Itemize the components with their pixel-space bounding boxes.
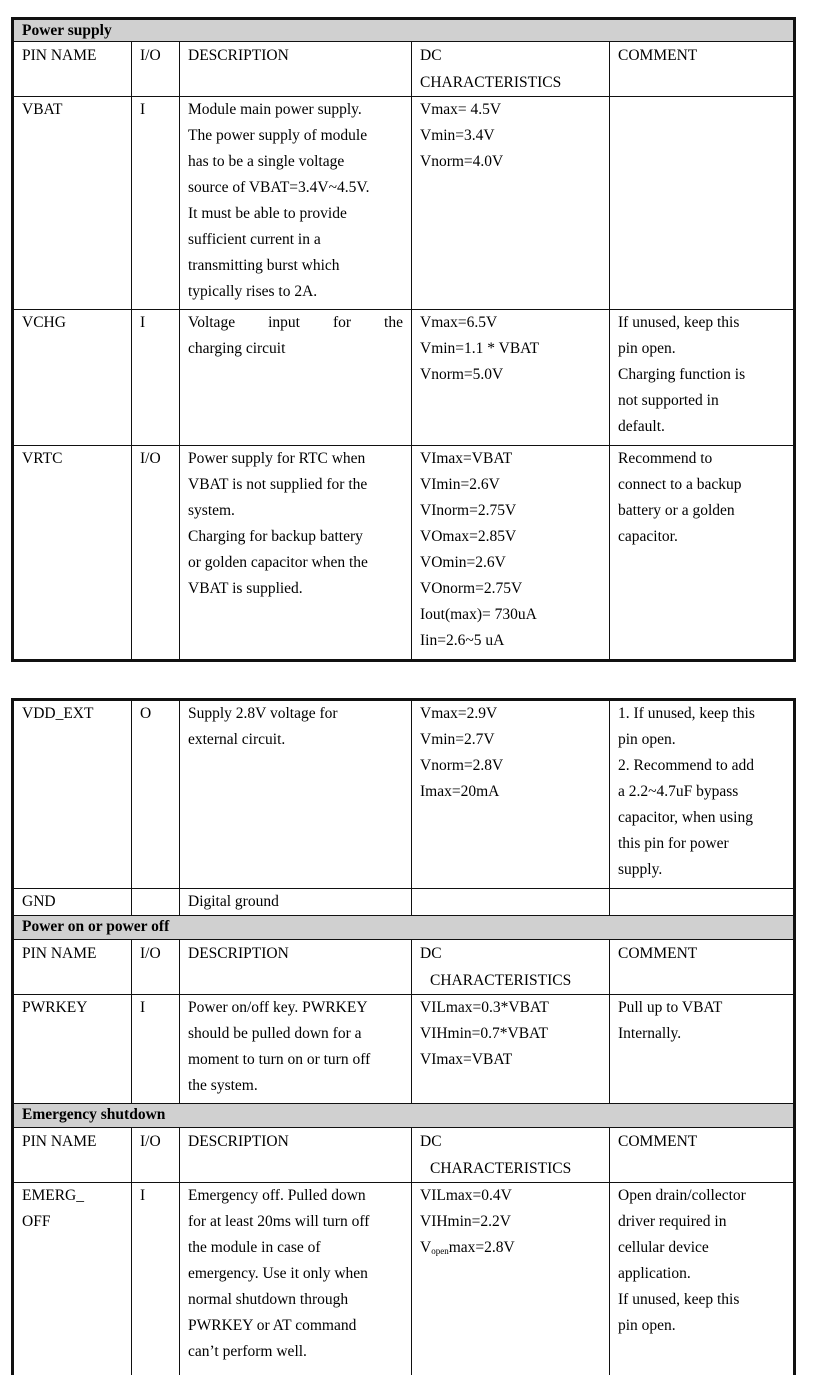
header-io: I/O <box>132 42 180 97</box>
comment: Pull up to VBAT Internally. <box>610 995 795 1104</box>
pin-table-continued <box>11 698 796 1375</box>
section-title: Power on or power off <box>13 916 795 940</box>
header-row <box>13 42 795 97</box>
description: Module main power supply. The power supply of module has to be a single voltage source of VBAT=3.4V~4.5V. It must be able to provide sufficient current in a transmitting burst which typically rises to 2A. <box>180 97 412 310</box>
header-description: DESCRIPTION <box>180 940 412 995</box>
table-row-gnd <box>13 889 795 916</box>
description: Emergency off. Pulled down for at least 20ms will turn off the module in case of emergency. Use it only when normal shutdown through PWRKEY or AT command can’t perform well. <box>180 1183 412 1375</box>
header-pin-name: PIN NAME <box>13 1128 132 1183</box>
pin-name: GND <box>13 889 132 916</box>
header-comment: COMMENT <box>610 940 795 995</box>
pin-name: VDD_EXT <box>13 700 132 889</box>
dc-characteristics: Vmax= 4.5V Vmin=3.4V Vnorm=4.0V <box>412 97 610 310</box>
table-row-vdd-ext <box>13 700 795 889</box>
dc-characteristics: Vmax=6.5V Vmin=1.1 * VBAT Vnorm=5.0V <box>412 310 610 446</box>
pin-name: PWRKEY <box>13 995 132 1104</box>
comment <box>610 889 795 916</box>
comment: Open drain/collector driver required in cellular device application. If unused, keep this pin open. <box>610 1183 795 1375</box>
header-description: DESCRIPTION <box>180 1128 412 1183</box>
section-row-power-supply <box>13 19 795 42</box>
section-row-emergency-shutdown <box>13 1104 795 1128</box>
io-type <box>132 889 180 916</box>
header-pin-name: PIN NAME <box>13 42 132 97</box>
dc-characteristics: Vmax=2.9V Vmin=2.7V Vnorm=2.8V Imax=20mA <box>412 700 610 889</box>
pin-name: EMERG_ OFF <box>13 1183 132 1375</box>
table-row-emerg-off <box>13 1183 795 1375</box>
io-type: I <box>132 1183 180 1375</box>
header-description: DESCRIPTION <box>180 42 412 97</box>
description: Supply 2.8V voltage for external circuit. <box>180 700 412 889</box>
dc-characteristics: VImax=VBAT VImin=2.6V VInorm=2.75V VOmax=2.85V VOmin=2.6V VOnorm=2.75V Iout(max)= 730uA Iin=2.6~5 uA <box>412 446 610 661</box>
pin-name: VBAT <box>13 97 132 310</box>
table-row-vbat <box>13 97 795 310</box>
comment <box>610 97 795 310</box>
dc-characteristics: VILmax=0.3*VBAT VIHmin=0.7*VBAT VImax=VBAT <box>412 995 610 1104</box>
header-dc: DC CHARACTERISTICS <box>412 940 610 995</box>
section-row-power-on-off <box>13 916 795 940</box>
io-type: I <box>132 97 180 310</box>
header-dc-line2: CHARACTERISTICS <box>420 74 562 91</box>
v-open-max: $V_{open}\max=2.8V$ <box>420 1239 515 1256</box>
pin-name: VRTC <box>13 446 132 661</box>
comment: 1. If unused, keep this pin open. 2. Recommend to add a 2.2~4.7uF bypass capacitor, when using this pin for power supply. <box>610 700 795 889</box>
description: Power on/off key. PWRKEY should be pulled down for a moment to turn on or turn off the system. <box>180 995 412 1104</box>
description: Digital ground <box>180 889 412 916</box>
table-row-vrtc <box>13 446 795 661</box>
dc-characteristics: VILmax=0.4V VIHmin=2.2V $V_{open}\max=2.8V$ <box>412 1183 610 1375</box>
header-comment: COMMENT <box>610 42 795 97</box>
header-io: I/O <box>132 1128 180 1183</box>
header-dc-line1: DC <box>420 47 442 64</box>
io-type: I <box>132 995 180 1104</box>
section-title: Power supply <box>13 19 795 42</box>
io-type: I <box>132 310 180 446</box>
header-pin-name: PIN NAME <box>13 940 132 995</box>
comment: If unused, keep this pin open. Charging function is not supported in default. <box>610 310 795 446</box>
table-row-vchg <box>13 310 795 446</box>
description: Power supply for RTC when VBAT is not supplied for the system. Charging for backup battery or golden capacitor when the VBAT is supplied. <box>180 446 412 661</box>
header-io: I/O <box>132 940 180 995</box>
header-comment: COMMENT <box>610 1128 795 1183</box>
comment: Recommend to connect to a backup battery or a golden capacitor. <box>610 446 795 661</box>
header-dc: DC CHARACTERISTICS <box>412 1128 610 1183</box>
header-dc <box>412 42 610 97</box>
description: Voltage input for the charging circuit <box>180 310 412 446</box>
io-type: O <box>132 700 180 889</box>
header-row <box>13 940 795 995</box>
header-row <box>13 1128 795 1183</box>
table-row-pwrkey <box>13 995 795 1104</box>
pin-name: VCHG <box>13 310 132 446</box>
power-supply-table <box>11 17 796 662</box>
io-type: I/O <box>132 446 180 661</box>
dc-characteristics <box>412 889 610 916</box>
section-title: Emergency shutdown <box>13 1104 795 1128</box>
